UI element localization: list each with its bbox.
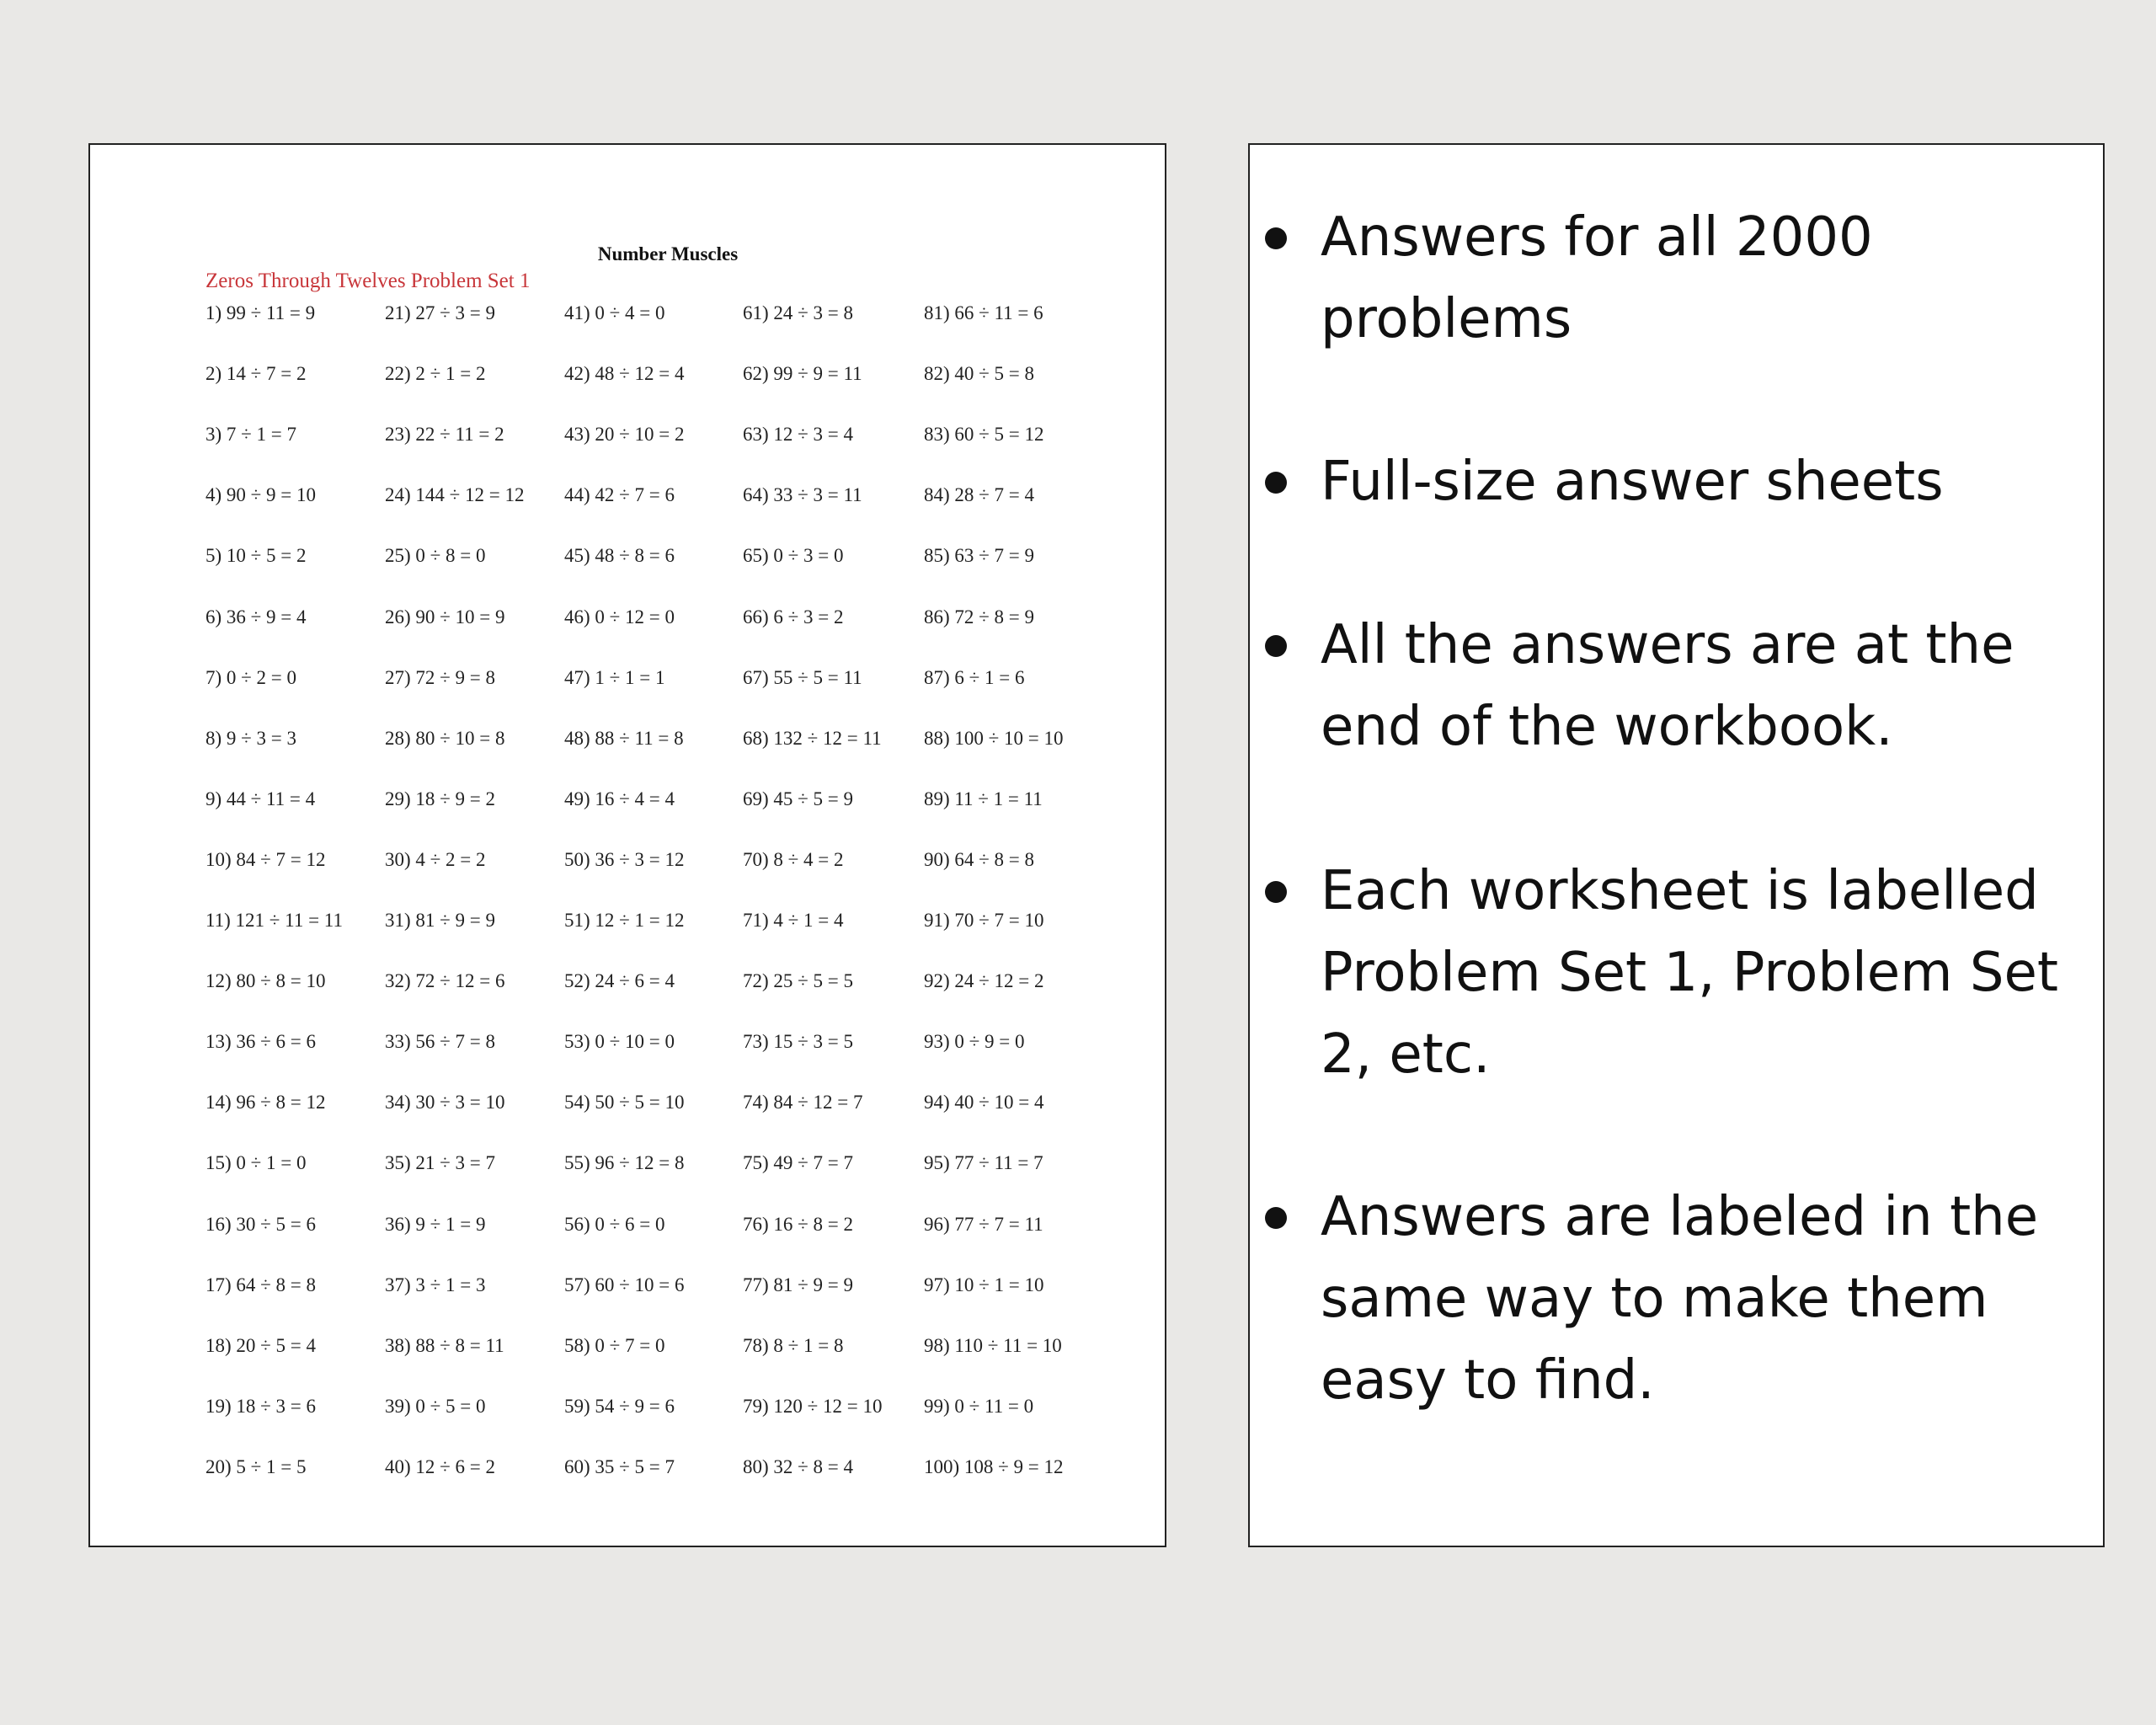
problem-item: 54) 50 ÷ 5 = 10 bbox=[564, 1092, 685, 1114]
problem-item: 25) 0 ÷ 8 = 0 bbox=[385, 545, 486, 567]
problem-item: 8) 9 ÷ 3 = 3 bbox=[205, 727, 297, 749]
problem-item: 5) 10 ÷ 5 = 2 bbox=[205, 545, 307, 567]
bullet-icon bbox=[1265, 635, 1287, 657]
problem-item: 50) 36 ÷ 3 = 12 bbox=[564, 848, 685, 870]
problem-item: 9) 44 ÷ 11 = 4 bbox=[205, 788, 316, 809]
problem-item: 95) 77 ÷ 11 = 7 bbox=[924, 1152, 1043, 1174]
problem-item: 15) 0 ÷ 1 = 0 bbox=[205, 1152, 307, 1174]
problem-item: 97) 10 ÷ 1 = 10 bbox=[924, 1274, 1044, 1295]
feature-item bbox=[1321, 605, 2079, 768]
problem-item: 1) 99 ÷ 11 = 9 bbox=[205, 302, 316, 323]
problem-item: 31) 81 ÷ 9 = 9 bbox=[385, 910, 496, 931]
problem-item: 27) 72 ÷ 9 = 8 bbox=[385, 666, 496, 688]
problem-item: 33) 56 ÷ 7 = 8 bbox=[385, 1031, 496, 1053]
problem-item: 13) 36 ÷ 6 = 6 bbox=[205, 1031, 317, 1053]
problem-item: 70) 8 ÷ 4 = 2 bbox=[743, 848, 844, 870]
problem-item: 87) 6 ÷ 1 = 6 bbox=[924, 666, 1025, 688]
worksheet-preview bbox=[88, 143, 1166, 1547]
problem-item: 41) 0 ÷ 4 = 0 bbox=[564, 302, 665, 323]
problem-item: 23) 22 ÷ 11 = 2 bbox=[385, 424, 504, 446]
problem-item: 99) 0 ÷ 11 = 0 bbox=[924, 1395, 1034, 1417]
problem-item: 60) 35 ÷ 5 = 7 bbox=[564, 1455, 675, 1477]
problem-item: 28) 80 ÷ 10 = 8 bbox=[385, 727, 505, 749]
feature-text: Full-size answer sheets bbox=[1321, 451, 1944, 513]
problem-item: 65) 0 ÷ 3 = 0 bbox=[743, 545, 844, 567]
problem-item: 7) 0 ÷ 2 = 0 bbox=[205, 666, 297, 688]
problem-item: 47) 1 ÷ 1 = 1 bbox=[564, 666, 665, 688]
problem-item: 19) 18 ÷ 3 = 6 bbox=[205, 1395, 317, 1417]
problem-item: 84) 28 ÷ 7 = 4 bbox=[924, 484, 1035, 506]
problem-item: 48) 88 ÷ 11 = 8 bbox=[564, 727, 684, 749]
problem-item: 93) 0 ÷ 9 = 0 bbox=[924, 1031, 1025, 1053]
problem-item: 64) 33 ÷ 3 = 11 bbox=[743, 484, 862, 506]
bullet-icon bbox=[1265, 1207, 1287, 1229]
problem-item: 90) 64 ÷ 8 = 8 bbox=[924, 848, 1035, 870]
problem-item: 82) 40 ÷ 5 = 8 bbox=[924, 363, 1035, 385]
feature-item bbox=[1321, 441, 2079, 523]
problem-item: 76) 16 ÷ 8 = 2 bbox=[743, 1213, 854, 1235]
problem-item: 74) 84 ÷ 12 = 7 bbox=[743, 1092, 863, 1114]
problem-item: 75) 49 ÷ 7 = 7 bbox=[743, 1152, 854, 1174]
problem-item: 94) 40 ÷ 10 = 4 bbox=[924, 1092, 1044, 1114]
problem-item: 38) 88 ÷ 8 = 11 bbox=[385, 1334, 504, 1356]
problem-item: 52) 24 ÷ 6 = 4 bbox=[564, 970, 675, 992]
problem-item: 57) 60 ÷ 10 = 6 bbox=[564, 1274, 685, 1295]
problem-item: 21) 27 ÷ 3 = 9 bbox=[385, 302, 496, 323]
problem-item: 73) 15 ÷ 3 = 5 bbox=[743, 1031, 854, 1053]
worksheet-subtitle: Zeros Through Twelves Problem Set 1 bbox=[205, 270, 531, 292]
problem-item: 83) 60 ÷ 5 = 12 bbox=[924, 424, 1044, 446]
bullet-icon bbox=[1265, 227, 1287, 249]
problem-item: 68) 132 ÷ 12 = 11 bbox=[743, 727, 882, 749]
problem-item: 30) 4 ÷ 2 = 2 bbox=[385, 848, 486, 870]
problem-item: 77) 81 ÷ 9 = 9 bbox=[743, 1274, 854, 1295]
problem-item: 53) 0 ÷ 10 = 0 bbox=[564, 1031, 675, 1053]
problem-item: 96) 77 ÷ 7 = 11 bbox=[924, 1213, 1043, 1235]
problem-item: 51) 12 ÷ 1 = 12 bbox=[564, 910, 685, 931]
feature-text: Answers for all 2000 problems bbox=[1321, 206, 1873, 350]
problem-item: 100) 108 ÷ 9 = 12 bbox=[924, 1455, 1064, 1477]
problem-item: 34) 30 ÷ 3 = 10 bbox=[385, 1092, 505, 1114]
problem-item: 63) 12 ÷ 3 = 4 bbox=[743, 424, 854, 446]
problem-item: 46) 0 ÷ 12 = 0 bbox=[564, 606, 675, 628]
feature-item bbox=[1321, 197, 2079, 360]
problem-item: 69) 45 ÷ 5 = 9 bbox=[743, 788, 854, 809]
problem-item: 56) 0 ÷ 6 = 0 bbox=[564, 1213, 665, 1235]
features-panel bbox=[1248, 143, 2105, 1547]
problem-item: 32) 72 ÷ 12 = 6 bbox=[385, 970, 505, 992]
problem-item: 59) 54 ÷ 9 = 6 bbox=[564, 1395, 675, 1417]
problem-item: 67) 55 ÷ 5 = 11 bbox=[743, 666, 862, 688]
problem-item: 20) 5 ÷ 1 = 5 bbox=[205, 1455, 307, 1477]
problem-item: 79) 120 ÷ 12 = 10 bbox=[743, 1395, 883, 1417]
problem-item: 6) 36 ÷ 9 = 4 bbox=[205, 606, 307, 628]
problem-item: 98) 110 ÷ 11 = 10 bbox=[924, 1334, 1062, 1356]
problem-item: 86) 72 ÷ 8 = 9 bbox=[924, 606, 1035, 628]
problem-item: 66) 6 ÷ 3 = 2 bbox=[743, 606, 844, 628]
feature-text: All the answers are at the end of the workbook. bbox=[1321, 614, 2015, 758]
problem-item: 58) 0 ÷ 7 = 0 bbox=[564, 1334, 665, 1356]
problem-item: 22) 2 ÷ 1 = 2 bbox=[385, 363, 486, 385]
problem-item: 71) 4 ÷ 1 = 4 bbox=[743, 910, 844, 931]
problem-item: 18) 20 ÷ 5 = 4 bbox=[205, 1334, 317, 1356]
problem-item: 49) 16 ÷ 4 = 4 bbox=[564, 788, 675, 809]
problem-item: 29) 18 ÷ 9 = 2 bbox=[385, 788, 496, 809]
problem-item: 3) 7 ÷ 1 = 7 bbox=[205, 424, 297, 446]
problem-item: 89) 11 ÷ 1 = 11 bbox=[924, 788, 1043, 809]
feature-item bbox=[1321, 851, 2079, 1096]
problem-item: 81) 66 ÷ 11 = 6 bbox=[924, 302, 1043, 323]
problem-item: 62) 99 ÷ 9 = 11 bbox=[743, 363, 862, 385]
problem-item: 14) 96 ÷ 8 = 12 bbox=[205, 1092, 326, 1114]
problem-item: 44) 42 ÷ 7 = 6 bbox=[564, 484, 675, 506]
problem-item: 55) 96 ÷ 12 = 8 bbox=[564, 1152, 685, 1174]
problem-item: 39) 0 ÷ 5 = 0 bbox=[385, 1395, 486, 1417]
problem-item: 37) 3 ÷ 1 = 3 bbox=[385, 1274, 486, 1295]
problem-item: 4) 90 ÷ 9 = 10 bbox=[205, 484, 317, 506]
problem-item: 92) 24 ÷ 12 = 2 bbox=[924, 970, 1044, 992]
problem-item: 26) 90 ÷ 10 = 9 bbox=[385, 606, 505, 628]
problem-item: 42) 48 ÷ 12 = 4 bbox=[564, 363, 685, 385]
problem-item: 72) 25 ÷ 5 = 5 bbox=[743, 970, 854, 992]
feature-text: Each worksheet is labelled Problem Set 1, Problem Set 2, etc. bbox=[1321, 860, 2058, 1086]
problem-item: 12) 80 ÷ 8 = 10 bbox=[205, 970, 326, 992]
bullet-icon bbox=[1265, 881, 1287, 903]
feature-text: Answers are labeled in the same way to make them easy to find. bbox=[1321, 1186, 2039, 1412]
problem-item: 85) 63 ÷ 7 = 9 bbox=[924, 545, 1035, 567]
bullet-icon bbox=[1265, 472, 1287, 494]
problem-item: 91) 70 ÷ 7 = 10 bbox=[924, 910, 1044, 931]
problem-item: 24) 144 ÷ 12 = 12 bbox=[385, 484, 525, 506]
problem-item: 78) 8 ÷ 1 = 8 bbox=[743, 1334, 844, 1356]
problem-item: 11) 121 ÷ 11 = 11 bbox=[205, 910, 343, 931]
problem-item: 35) 21 ÷ 3 = 7 bbox=[385, 1152, 496, 1174]
problem-item: 40) 12 ÷ 6 = 2 bbox=[385, 1455, 496, 1477]
problem-item: 88) 100 ÷ 10 = 10 bbox=[924, 727, 1064, 749]
problem-item: 36) 9 ÷ 1 = 9 bbox=[385, 1213, 486, 1235]
problem-item: 80) 32 ÷ 8 = 4 bbox=[743, 1455, 854, 1477]
worksheet-title: Number Muscles bbox=[597, 243, 739, 264]
feature-item bbox=[1321, 1177, 2079, 1422]
problem-item: 43) 20 ÷ 10 = 2 bbox=[564, 424, 685, 446]
problem-item: 16) 30 ÷ 5 = 6 bbox=[205, 1213, 317, 1235]
problem-item: 17) 64 ÷ 8 = 8 bbox=[205, 1274, 317, 1295]
problem-item: 10) 84 ÷ 7 = 12 bbox=[205, 848, 326, 870]
problem-item: 45) 48 ÷ 8 = 6 bbox=[564, 545, 675, 567]
problem-item: 61) 24 ÷ 3 = 8 bbox=[743, 302, 854, 323]
problem-item: 2) 14 ÷ 7 = 2 bbox=[205, 363, 307, 385]
